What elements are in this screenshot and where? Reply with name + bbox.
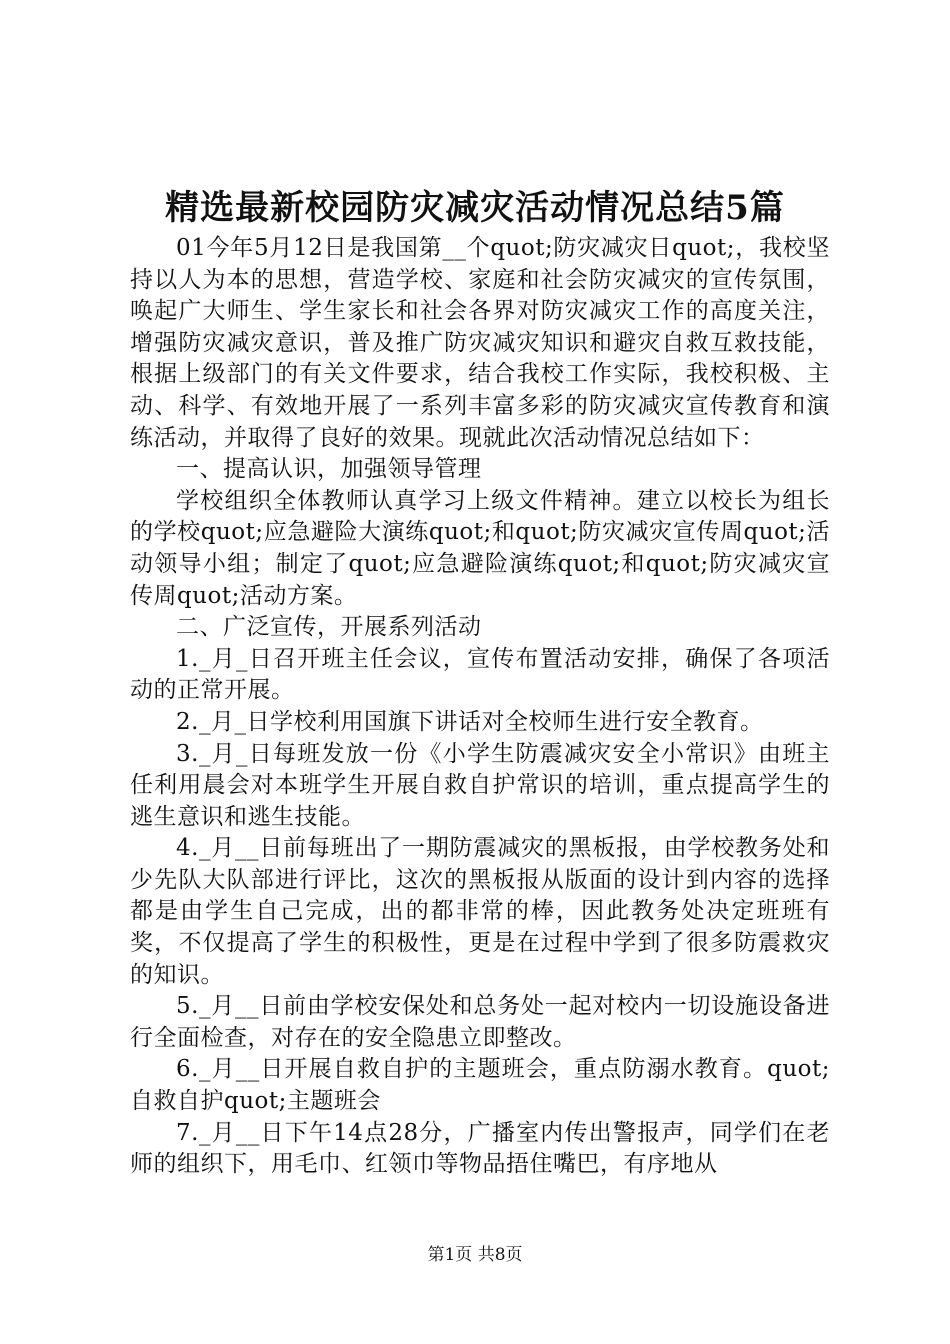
document-title: 精选最新校园防灾减灾活动情况总结5篇 <box>165 188 785 228</box>
list-item-6: 6._月__日开展自救自护的主题班会，重点防溺水教育。quot;自救自护quot;主题班会 <box>130 1056 830 1115</box>
list-item-2: 2._月_日学校利用国旗下讲话对全校师生进行安全教育。 <box>176 708 764 735</box>
section-heading-2: 二、广泛宣传，开展系列活动 <box>176 614 482 641</box>
list-item-1: 1._月_日召开班主任会议，宣传布置活动安排，确保了各项活动的正常开展。 <box>130 645 830 704</box>
list-item-5: 5._月__日前由学校安保处和总务处一起对校内一切设施设备进行全面检查，对存在的安全隐患立即整改。 <box>130 993 830 1051</box>
list-item-3: 3._月_日每班发放一份《小学生防震减灾安全小常识》由班主任利用晨会对本班学生开展自救自护常识的培训，重点提高学生的逃生意识和逃生技能。 <box>130 740 830 830</box>
paragraph-intro: 01今年5月12日是我国第__个quot;防灾减灾日quot;，我校坚持以人为本的思想，营造学校、家庭和社会防灾减灾的宣传氛围，唤起广大师生、学生家长和社会各界对防灾减灾工作的高度关注，增强防灾减灾意识，普及推广防灾减灾知识和避灾自救互救技能，根据上级部门的有关文件要求，结合我校工作实际，我校积极、主动、科学、有效地开展了一系列丰富多彩的防灾减灾宣传教育和演练活动，并取得了良好的效果。现就此次活动情况总结如下： <box>130 235 830 451</box>
page-number-footer: 第1页 共8页 <box>427 1245 523 1265</box>
list-item-4: 4._月__日前每班出了一期防震减灾的黑板报，由学校教务处和少先队大队部进行评比，这次的黑板报从版面的设计到内容的选择都是由学生自己完成，出的都非常的棒，因此教务处决定班班有奖，不仅提高了学生的积极性，更是在过程中学到了很多防震救灾的知识。 <box>130 835 830 988</box>
paragraph-leadership: 学校组织全体教师认真学习上级文件精神。建立以校长为组长的学校quot;应急避险大演练quot;和quot;防灾减灾宣传周quot;活动领导小组；制定了quot;应急避险演练quot;和quot;防灾减灾宣传周quot;活动方案。 <box>130 487 830 609</box>
section-heading-1: 一、提高认识，加强领导管理 <box>176 456 482 483</box>
list-item-7: 7._月__日下午14点28分，广播室内传出警报声，同学们在老师的组织下，用毛巾、红领巾等物品捂住嘴巴，有序地从 <box>130 1119 830 1178</box>
document-body <box>130 233 830 1181</box>
